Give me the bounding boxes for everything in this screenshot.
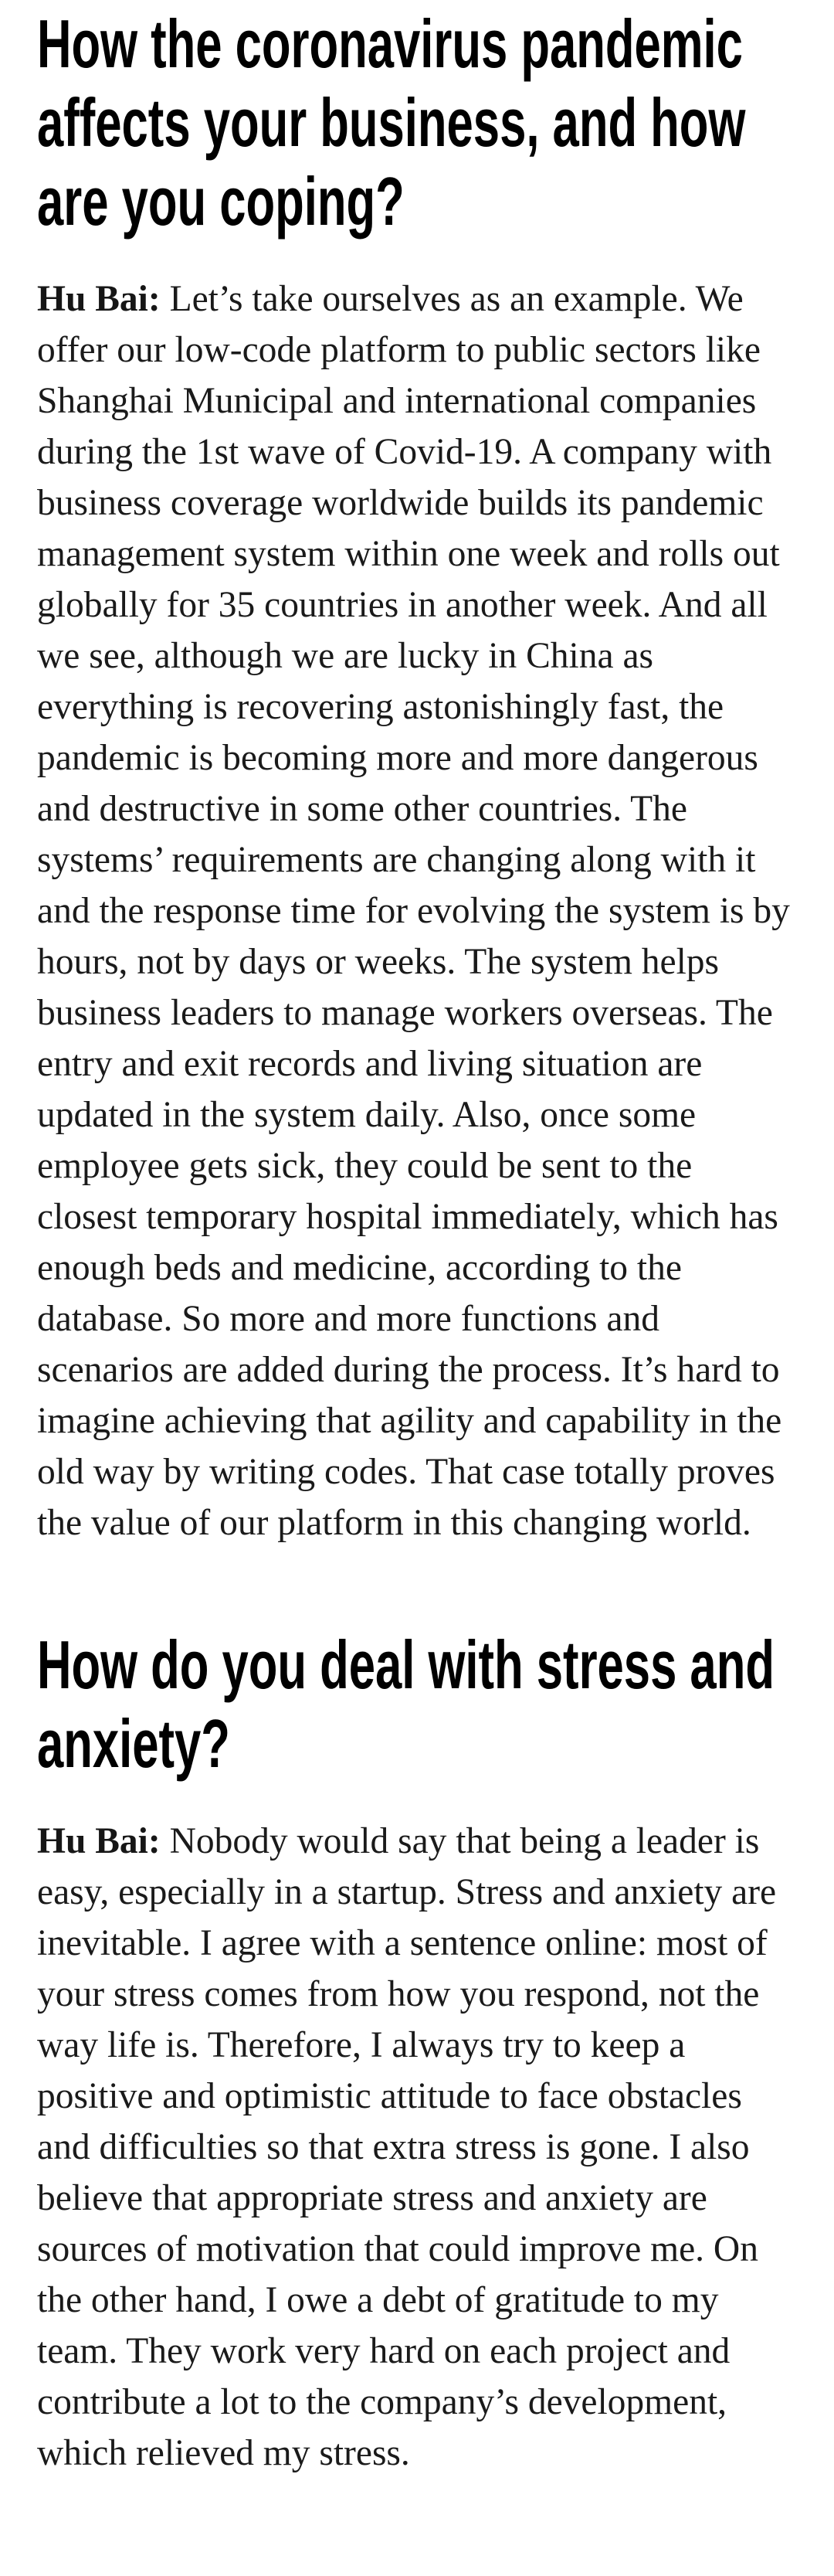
paragraph-stress xyxy=(37,1816,797,2479)
paragraph-text: Nobody would say that being a leader is easy, especially in a startup. Stress and anxiety are inevitable. I agree with a sentence online: most of your stress comes from how you respond, not the way life is. Therefore, I always try to keep a positive and optimistic attitude to face obstacles and difficulties so that extra stress is gone. I also believe that appropriate stress and anxiety are sources of motivation that could improve me. On the other hand, I owe a debt of gratitude to my team. They work very hard on each project and contribute a lot to the company’s development, which relieved my stress. xyxy=(37,1821,777,2473)
speaker-name: Hu Bai: xyxy=(37,1821,161,1861)
section-heading-stress: How do you deal with stress and anxiety? xyxy=(37,1626,775,1782)
section-heading-pandemic: How the coronavirus pandemic affects your business, and how are you coping? xyxy=(37,5,746,240)
paragraph-pandemic xyxy=(37,274,797,1548)
paragraph-text: Let’s take ourselves as an example. We offer our low-code platform to public sectors like Shanghai Municipal and international companies during the 1st wave of Covid-19. A company with business coverage worldwide builds its pandemic management system within one week and rolls out globally for 35 countries in another week. And all we see, although we are lucky in China as everything is recovering astonishingly fast, the pandemic is becoming more and more dangerous and destructive in some other countries. The systems’ requirements are changing along with it and the response time for evolving the system is by hours, not by days or weeks. The system helps business leaders to manage workers overseas. The entry and exit records and living situation are updated in the system daily. Also, once some employee gets sick, they could be sent to the closest temporary hospital immediately, which has enough beds and medicine, according to the database. So more and more functions and scenarios are added during the process. It’s hard to imagine achieving that agility and capability in the old way by writing codes. That case totally proves the value of our platform in this changing world. xyxy=(37,279,790,1543)
article-section-stress xyxy=(37,1626,797,2479)
article-section-pandemic xyxy=(37,5,797,1548)
speaker-name: Hu Bai: xyxy=(37,279,161,319)
